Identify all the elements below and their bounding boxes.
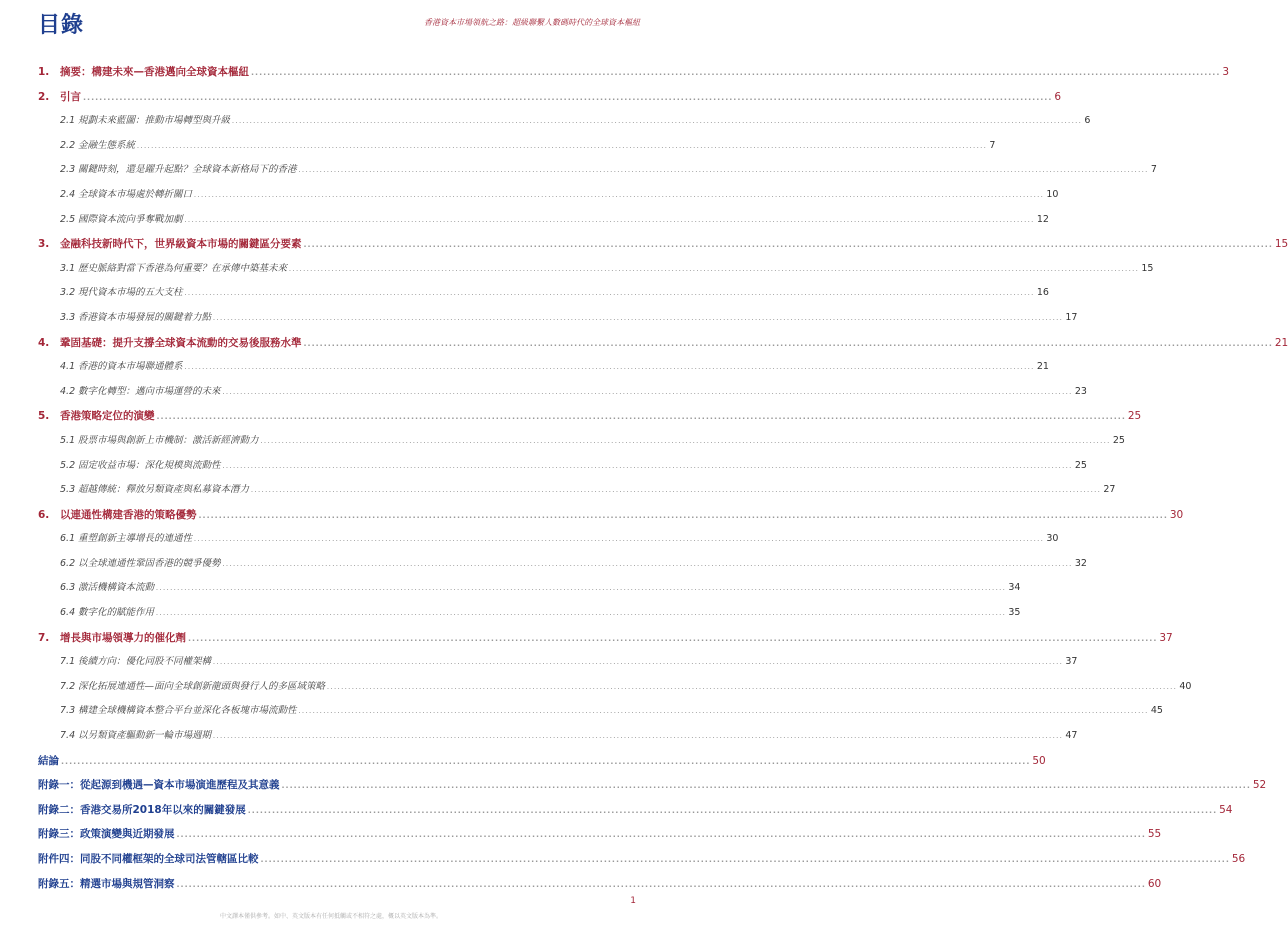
toc-entry-page: 60 (1147, 877, 1162, 890)
toc-entry-sub[interactable] (38, 454, 1087, 479)
toc-entry-sub[interactable] (38, 158, 1157, 183)
toc-entry-page: 25 (1074, 459, 1087, 471)
toc-entry-number: 7.1 (60, 656, 76, 668)
dot-leader (251, 61, 1220, 86)
toc-entry-number: 4.1 (60, 361, 76, 373)
toc-entry-main[interactable] (38, 85, 1062, 110)
toc-entry-sub[interactable] (38, 134, 996, 159)
toc-entry-page: 12 (1036, 213, 1049, 225)
dot-leader (289, 257, 1139, 282)
toc-entry-sub[interactable] (38, 576, 1021, 601)
toc-entry-sub[interactable] (38, 527, 1059, 552)
dot-leader (248, 799, 1217, 824)
translation-disclaimer: 中文譯本僅供參考。如中、英文版本有任何抵觸或不相符之處，概以英文版本為準。 (219, 913, 442, 920)
toc-entry-page: 6 (1054, 90, 1062, 103)
toc-entry-number: 4. (38, 336, 50, 349)
toc-entry-number: 6.2 (60, 557, 76, 569)
toc-entry-title: 數字化的賦能作用 (78, 607, 155, 619)
dot-leader (185, 355, 1035, 380)
toc-entry-main[interactable] (38, 404, 1142, 429)
toc-entry-number: 7.2 (60, 680, 76, 692)
toc-entry-page: 34 (1008, 582, 1021, 594)
dot-leader (177, 873, 1146, 898)
toc-entry-page: 16 (1036, 287, 1049, 299)
toc-entry-sub[interactable] (38, 552, 1087, 577)
toc-entry-annex[interactable] (38, 847, 1246, 872)
toc-entry-page: 23 (1074, 385, 1087, 397)
toc-entry-title: 引言 (60, 90, 81, 103)
toc-entry-number: 7.3 (60, 705, 76, 717)
toc-entry-page: 25 (1112, 434, 1125, 446)
toc-entry-title: 金融科技新時代下，世界級資本市場的關鍵區分要素 (60, 238, 302, 251)
report-subtitle: 香港資本市場領航之路：超級聯繫人數碼時代的全球資本樞紐 (424, 18, 640, 27)
toc-entry-sub[interactable] (38, 478, 1116, 503)
toc-entry-number: 3.2 (60, 287, 76, 299)
toc-entry-sub[interactable] (38, 724, 1078, 749)
toc-entry-title: 香港資本市場發展的關鍵着力點 (78, 311, 212, 323)
toc-entry-page: 32 (1074, 557, 1087, 569)
dot-leader (156, 601, 1006, 626)
dot-leader (223, 552, 1073, 577)
toc-entry-number: 6. (38, 508, 50, 521)
toc-entry-page: 56 (1231, 853, 1246, 865)
toc-entry-page: 7 (989, 139, 996, 151)
toc-entry-title: 附錄一：從起源到機遇—資本市場演進歷程及其意義 (38, 779, 280, 792)
toc-entry-title: 構建全球機構資本整合平台並深化各板塊市場流動性 (78, 705, 297, 717)
toc-entry-title: 深化拓展連通性—面向全球創新龍頭與發行人的多區域策略 (78, 680, 326, 692)
toc-entry-title: 香港的資本市場聯通體系 (78, 361, 183, 373)
dot-leader (327, 675, 1177, 700)
toc-entry-number: 3. (38, 238, 50, 251)
toc-entry-sub[interactable] (38, 208, 1049, 233)
toc-entry-sub[interactable] (38, 257, 1154, 282)
toc-entry-title: 固定收益市場：深化規模與流動性 (78, 459, 221, 471)
dot-leader (194, 183, 1044, 208)
toc-entry-page: 15 (1274, 238, 1288, 251)
dot-leader (213, 306, 1063, 331)
toc-entry-number: 2.3 (60, 164, 76, 176)
toc-entry-number: 7. (38, 631, 50, 644)
toc-entry-page: 30 (1046, 533, 1059, 545)
dot-leader (213, 724, 1063, 749)
toc-entry-page: 47 (1065, 730, 1078, 742)
toc-entry-title: 附錄二：香港交易所2018年以來的關鍵發展 (38, 803, 246, 816)
toc-entry-title: 全球資本市場處於轉折關口 (78, 188, 193, 200)
toc-entry-title: 附錄五：精選市場與規管洞察 (38, 877, 175, 890)
toc-entry-page: 27 (1103, 484, 1116, 496)
toc-entry-page: 7 (1150, 164, 1157, 176)
toc-entry-page: 10 (1046, 188, 1059, 200)
toc-entry-title: 鞏固基礎：提升支撐全球資本流動的交易後服務水準 (60, 336, 302, 349)
toc-entry-sub[interactable] (38, 699, 1163, 724)
toc-entry-title: 增長與市場領導力的催化劑 (60, 631, 186, 644)
dot-leader (83, 86, 1052, 111)
toc-entry-number: 6.3 (60, 582, 76, 594)
toc-entry-sub[interactable] (38, 650, 1078, 675)
dot-leader (156, 576, 1006, 601)
toc-entry-title: 後續方向：優化同股不同權架構 (78, 656, 212, 668)
toc-entry-sub[interactable] (38, 306, 1078, 331)
toc-entry-number: 2.4 (60, 188, 76, 200)
toc-entry-page: 21 (1036, 361, 1049, 373)
toc-entry-annex[interactable] (38, 872, 1162, 897)
toc-entry-sub[interactable] (38, 601, 1021, 626)
dot-leader (282, 774, 1251, 799)
dot-leader (304, 233, 1273, 258)
toc-entry-number: 5.2 (60, 459, 76, 471)
dot-leader (232, 109, 1082, 134)
toc-entry-title: 現代資本市場的五大支柱 (78, 287, 183, 299)
toc-entry-annex[interactable] (38, 749, 1046, 774)
toc-entry-number: 2.1 (60, 115, 76, 127)
toc-entry-main[interactable] (38, 503, 1184, 528)
toc-entry-number: 5.1 (60, 434, 76, 446)
dot-leader (299, 699, 1149, 724)
toc-entry-annex[interactable] (38, 822, 1162, 847)
toc-entry-number: 6.4 (60, 607, 76, 619)
dot-leader (185, 281, 1035, 306)
toc-entry-sub[interactable] (38, 355, 1049, 380)
toc-entry-number: 2.5 (60, 213, 76, 225)
dot-leader (261, 429, 1111, 454)
dot-leader (137, 134, 987, 159)
toc-entry-page: 3 (1222, 66, 1230, 78)
toc-entry-sub[interactable] (38, 675, 1192, 700)
toc-entry-page: 55 (1147, 828, 1162, 841)
toc-entry-main[interactable] (38, 626, 1173, 651)
toc-entry-sub[interactable] (38, 281, 1049, 306)
toc-entry-title: 以全球連通性鞏固香港的競爭優勢 (78, 557, 221, 569)
dot-leader (223, 380, 1073, 405)
toc-entry-title: 附件四：同股不同權框架的全球司法管轄區比較 (38, 853, 259, 865)
dot-leader (299, 158, 1149, 183)
dot-leader (199, 504, 1168, 529)
toc-entry-number: 6.1 (60, 533, 76, 545)
dot-leader (188, 627, 1157, 652)
toc-entry-page: 17 (1065, 311, 1078, 323)
toc-entry-number: 3.1 (60, 262, 76, 274)
dot-leader (223, 454, 1073, 479)
toc-entry-main[interactable] (38, 60, 1230, 85)
table-of-contents (38, 60, 1288, 896)
page-number: 1 (630, 896, 636, 906)
toc-entry-title: 結論 (38, 754, 59, 767)
toc-entry-main[interactable] (38, 331, 1288, 356)
toc-entry-page: 37 (1065, 656, 1078, 668)
toc-entry-page: 21 (1274, 336, 1288, 349)
toc-entry-number: 5. (38, 410, 50, 423)
toc-entry-number: 5.3 (60, 484, 76, 496)
toc-entry-title: 附錄三：政策演變與近期發展 (38, 828, 175, 841)
toc-entry-page: 37 (1159, 631, 1173, 644)
toc-entry-main[interactable] (38, 232, 1288, 257)
toc-entry-page: 15 (1141, 262, 1154, 274)
toc-entry-page: 54 (1219, 803, 1233, 816)
toc-entry-title: 香港策略定位的演變 (60, 410, 155, 423)
toc-entry-page: 25 (1127, 410, 1142, 423)
toc-entry-title: 超越傳統：釋放另類資產與私募資本潛力 (78, 484, 250, 496)
toc-entry-page: 6 (1084, 115, 1091, 127)
toc-entry-number: 2. (38, 90, 50, 103)
toc-entry-sub[interactable] (38, 109, 1091, 134)
toc-entry-page: 40 (1179, 680, 1192, 692)
dot-leader (177, 823, 1146, 848)
toc-entry-title: 規劃未來藍圖：推動市場轉型與升級 (78, 115, 231, 127)
page-title: 目錄 (38, 13, 85, 38)
toc-entry-sub[interactable] (38, 183, 1059, 208)
toc-entry-title: 金融生態系統 (78, 139, 136, 151)
toc-entry-number: 7.4 (60, 730, 76, 742)
dot-leader (185, 208, 1035, 233)
dot-leader (194, 527, 1044, 552)
toc-entry-title: 股票市場與創新上市機制：激活新經濟動力 (78, 434, 259, 446)
dot-leader (261, 848, 1230, 873)
toc-entry-title: 重塑創新主導增長的連通性 (78, 533, 193, 545)
toc-entry-number: 4.2 (60, 385, 76, 397)
toc-entry-number: 1. (38, 66, 50, 78)
toc-entry-page: 50 (1032, 754, 1046, 767)
toc-entry-title: 關鍵時刻，還是躍升起點？全球資本新格局下的香港 (78, 164, 297, 176)
toc-entry-sub[interactable] (38, 380, 1087, 405)
dot-leader (304, 332, 1273, 357)
toc-entry-number: 3.3 (60, 311, 76, 323)
dot-leader (251, 478, 1101, 503)
toc-entry-title: 摘要：構建未來—香港邁向全球資本樞紐 (60, 66, 249, 78)
toc-entry-title: 以另類資產驅動新一輪市場週期 (78, 730, 212, 742)
toc-entry-number: 2.2 (60, 139, 76, 151)
toc-entry-annex[interactable] (38, 798, 1233, 823)
toc-entry-title: 數字化轉型：邁向市場運營的未來 (78, 385, 221, 397)
toc-entry-page: 30 (1169, 508, 1184, 521)
toc-entry-title: 國際資本流向爭奪戰加劇 (78, 213, 183, 225)
toc-entry-sub[interactable] (38, 429, 1125, 454)
toc-entry-annex[interactable] (38, 773, 1267, 798)
toc-entry-title: 激活機構資本流動 (78, 582, 155, 594)
toc-entry-title: 以連通性構建香港的策略優勢 (60, 508, 197, 521)
dot-leader (61, 750, 1030, 775)
toc-entry-page: 45 (1150, 705, 1163, 717)
toc-entry-title: 歷史脈絡對當下香港為何重要？在承傳中築基未來 (78, 262, 288, 274)
dot-leader (157, 405, 1126, 430)
toc-entry-page: 52 (1252, 779, 1267, 792)
toc-entry-page: 35 (1008, 607, 1021, 619)
dot-leader (213, 650, 1063, 675)
